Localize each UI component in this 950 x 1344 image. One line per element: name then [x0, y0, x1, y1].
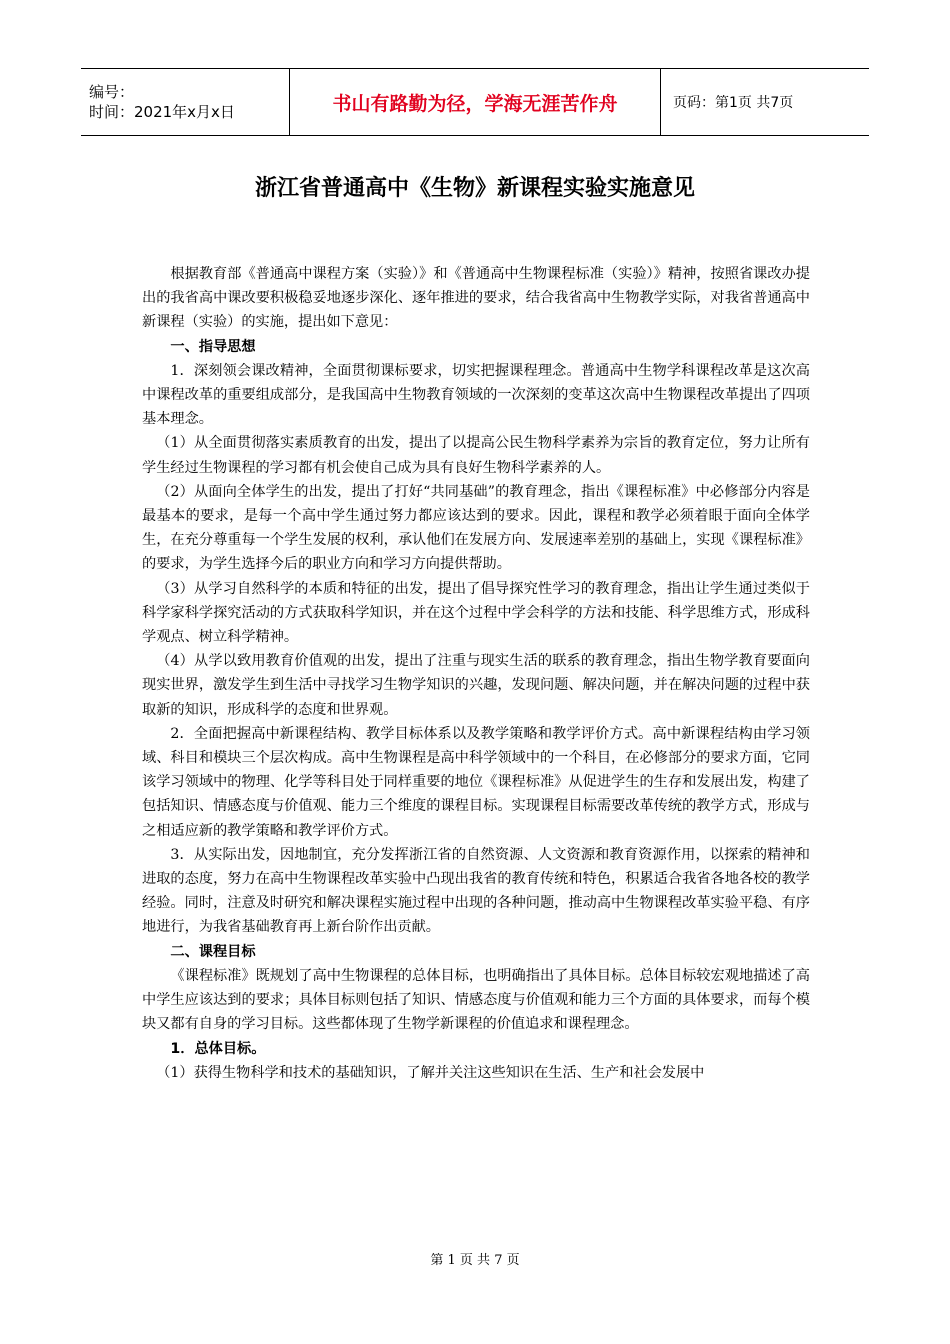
paragraph-goals-intro: 《课程标准》既规划了高中生物课程的总体目标，也明确指出了具体目标。总体目标较宏观地描述了高中学生应该达到的要求；具体目标则包括了知识、情感态度与价值观和能力三个方面的具体要求，而每个模块又都有自身的学习目标。这些都体现了生物学新课程的价值追求和课程理念。: [142, 967, 810, 1033]
paragraph-point-1: 1．深刻领会课改精神，全面贯彻课标要求，切实把握课程理念。普通高中生物学科课程改革是这次高中课程改革的重要组成部分，是我国高中生物教育领域的一次深刻的变革这次高中生物课程改革提出了四项基本理念。: [142, 362, 810, 428]
section-heading-course-goals: 二、课程目标: [170, 943, 256, 960]
document-date: 时间：2021年x月x日: [89, 103, 235, 121]
paragraph-goal-1: （1）获得生物科学和技术的基础知识，了解并关注这些知识在生活、生产和社会发展中: [156, 1064, 705, 1081]
paragraph-concept-4: （4）从学以致用教育价值观的出发，提出了注重与现实生活的联系的教育理念，指出生物学教育要面向现实世界，激发学生到生活中寻找学习生物学知识的兴趣，发现问题、解决问题，并在解决问题的过程中获取新的知识，形成科学的态度和世界观。: [142, 653, 810, 718]
header-meta-cell: [81, 69, 290, 136]
paragraph-intro: 根据教育部《普通高中课程方案（实验）》和《普通高中生物课程标准（实验）》精神，按照省课改办提出的我省高中课改要积极稳妥地逐步深化、逐年推进的要求，结合我省高中生物教学实际，对我省普通高中新课程（实验）的实施，提出如下意见：: [142, 266, 810, 331]
paragraph-concept-1: （1）从全面贯彻落实素质教育的出发，提出了以提高公民生物科学素养为宗旨的教育定位，努力让所有学生经过生物课程的学习都有机会使自己成为具有良好生物科学素养的人。: [142, 435, 810, 476]
page-footer: 第 1 页 共 7 页: [430, 1253, 520, 1268]
header-motto: 书山有路勤为径，学海无涯苦作舟: [290, 69, 661, 136]
paragraph-concept-3: （3）从学习自然科学的本质和特征的出发，提出了倡导探究性学习的教育理念，指出让学生通过类似于科学家科学探究活动的方式获取科学知识，并在这个过程中学会科学的方法和技能、科学思维方式，形成科学观点、树立科学精神。: [142, 580, 810, 646]
header-table: [81, 68, 869, 136]
section-heading-guiding-ideology: 一、指导思想: [170, 338, 256, 355]
paragraph-point-3: 3．从实际出发，因地制宜，充分发挥浙江省的自然资源、人文资源和教育资源作用，以探索的精神和进取的态度，努力在高中生物课程改革实验中凸现出我省的教育传统和特色，积累适合我省各地各校的教学经验。同时，注意及时研究和解决课程实施过程中出现的各种问题，推动高中生物课程改革实验平稳、有序地进行，为我省基础教育再上新台阶作出贡献。: [142, 846, 810, 936]
document-body: [142, 262, 810, 1085]
header-page-info: 页码：第1页 共7页: [661, 69, 870, 136]
document-title: 浙江省普通高中《生物》新课程实验实施意见: [254, 176, 695, 201]
subheading-overall-goals: 1．总体目标。: [170, 1040, 266, 1057]
document-number-label: 编号：: [89, 83, 135, 101]
paragraph-concept-2: （2）从面向全体学生的出发，提出了打好“共同基础”的教育理念，指出《课程标准》中必修部分内容是最基本的要求，是每一个高中学生通过努力都应该达到的要求。因此，课程和教学必须着眼于面向全体学生，在充分尊重每一个学生发展的权利，承认他们在发展方向、发展速率差别的基础上，实现《课程标准》的要求，为学生选择今后的职业方向和学习方向提供帮助。: [142, 483, 810, 573]
paragraph-point-2: 2．全面把握高中新课程结构、教学目标体系以及教学策略和教学评价方式。高中新课程结构由学习领域、科目和模块三个层次构成。高中生物课程是高中科学领域中的一个科目，在必修部分的要求方面，它同该学习领域中的物理、化学等科目处于同样重要的地位《课程标准》从促进学生的生存和发展出发，构建了包括知识、情感态度与价值观、能力三个维度的课程目标。实现课程目标需要改革传统的教学方式，形成与之相适应新的教学策略和教学评价方式。: [142, 725, 810, 839]
